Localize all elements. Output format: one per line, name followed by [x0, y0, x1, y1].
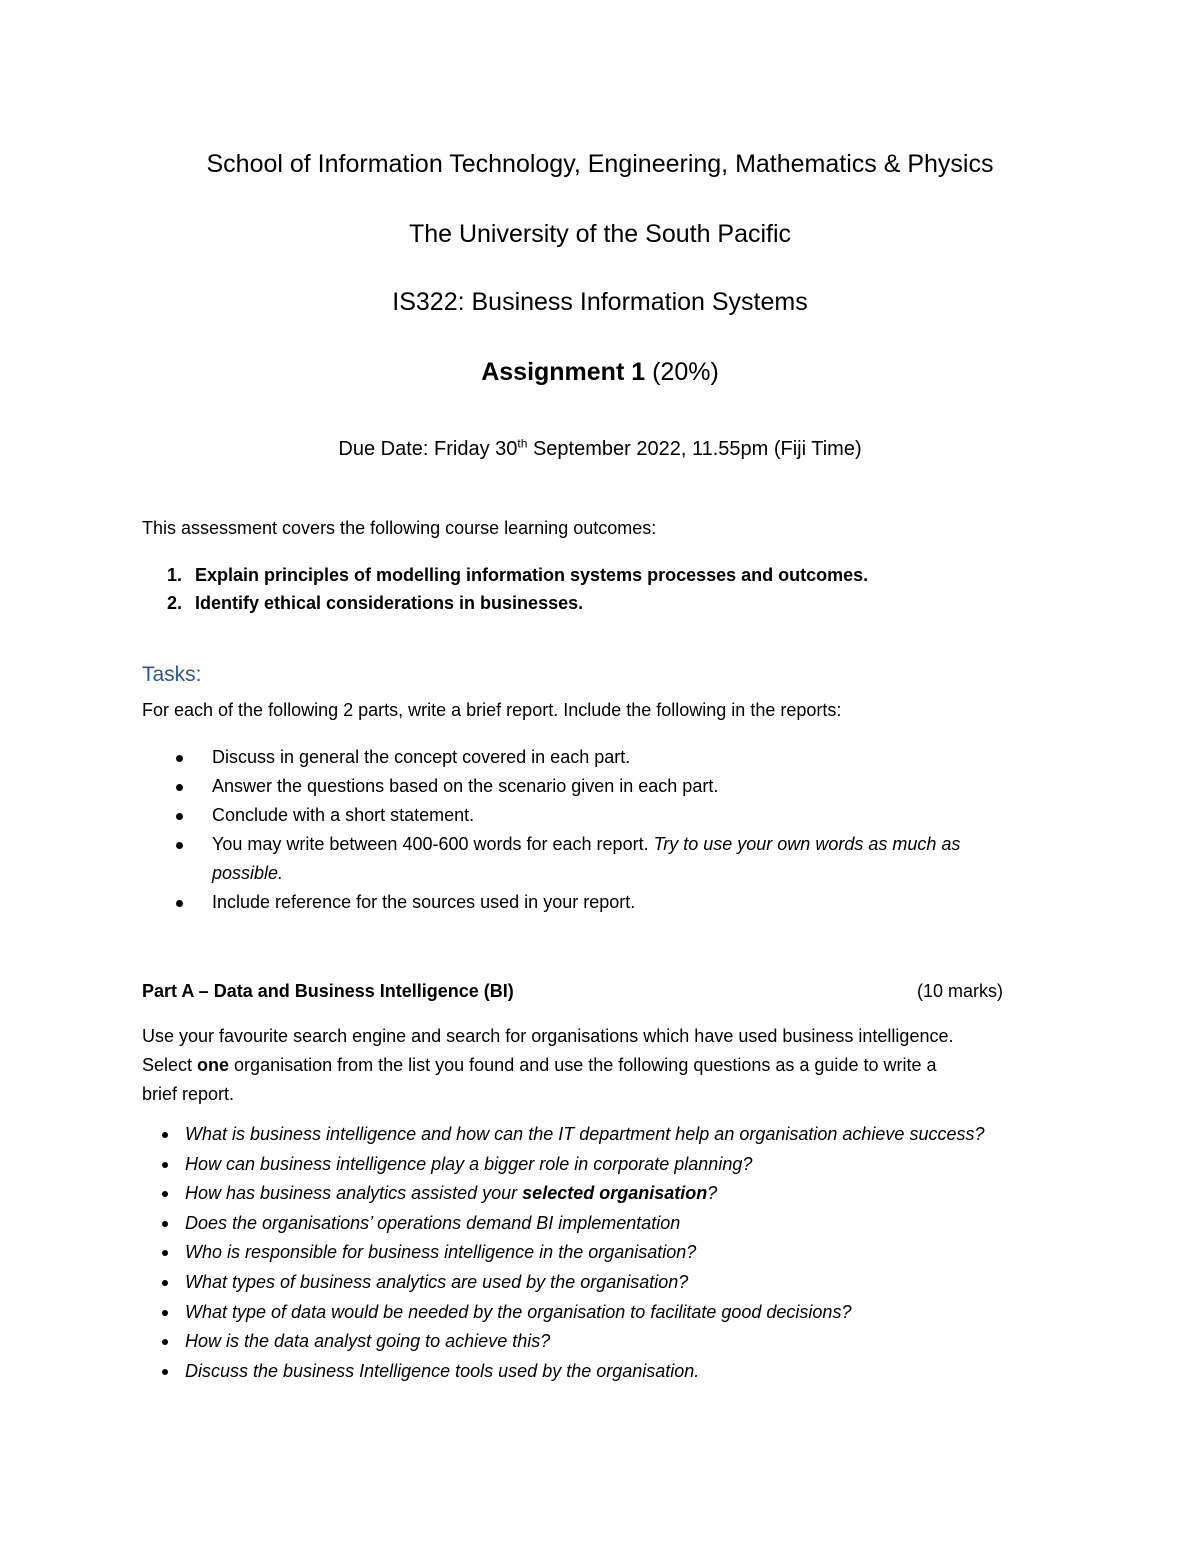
- q3-bold: selected organisation: [522, 1183, 708, 1204]
- assignment-name: Assignment 1: [481, 358, 646, 386]
- task-item: Conclude with a short statement.: [142, 801, 1062, 830]
- tasks-heading: Tasks:: [142, 663, 202, 686]
- question-item: How can business intelligence play a bigger role in corporate planning?: [142, 1150, 1082, 1180]
- school-title: School of Information Technology, Engineering, Mathematics & Physics: [206, 150, 994, 178]
- assignment-title: [0, 358, 1200, 387]
- words-italic-1: Try to use your own words as much as: [653, 834, 961, 854]
- task-item-words: [142, 830, 1062, 888]
- question-item: Who is responsible for business intelligence in the organisation?: [142, 1238, 1082, 1268]
- outcome-item: [142, 589, 1042, 617]
- due-date: [0, 438, 1200, 461]
- part-a-line-3: brief report.: [142, 1084, 235, 1104]
- words-normal: You may write between 400-600 words for each report.: [212, 834, 654, 854]
- outcomes-list: [142, 561, 1042, 617]
- outcomes-intro: This assessment covers the following course learning outcomes:: [142, 518, 657, 538]
- part-a-line-1: Use your favourite search engine and search for organisations which have used business intelligence.: [142, 1026, 954, 1046]
- q3-prefix: How has business analytics assisted your: [185, 1183, 523, 1204]
- question-item: Discuss the business Intelligence tools used by the organisation.: [142, 1357, 1082, 1387]
- task-item: Answer the questions based on the scenario given in each part.: [142, 772, 1062, 801]
- tasks-list: [142, 743, 1062, 917]
- question-item: What type of data would be needed by the organisation to facilitate good decisions?: [142, 1298, 1082, 1328]
- outcome-item: [142, 561, 1042, 589]
- question-item: How is the data analyst going to achieve this?: [142, 1327, 1082, 1357]
- words-italic-2: possible.: [212, 863, 284, 883]
- outcome-number: 1.: [167, 565, 183, 585]
- task-item: Discuss in general the concept covered in each part.: [142, 743, 1062, 772]
- due-date-prefix: Due Date: Friday 30: [338, 438, 518, 460]
- line2-bold: one: [197, 1055, 230, 1075]
- question-item: [142, 1179, 1082, 1209]
- line2-start: Select: [142, 1055, 198, 1075]
- course-title: IS322: Business Information Systems: [392, 288, 808, 316]
- tasks-intro: For each of the following 2 parts, write a brief report. Include the following in the reports:: [142, 700, 842, 720]
- part-a-line-2: [142, 1051, 1062, 1080]
- outcome-text: Explain principles of modelling information systems processes and outcomes.: [195, 565, 869, 585]
- line2-end: organisation from the list you found and use the following questions as a guide to write a: [229, 1055, 937, 1075]
- part-a-questions: [142, 1120, 1082, 1386]
- part-a-instructions: [142, 1022, 1062, 1109]
- outcome-text: Identify ethical considerations in businesses.: [195, 593, 584, 613]
- part-a-title: Part A – Data and Business Intelligence (BI): [142, 981, 514, 1001]
- q3-suffix: ?: [707, 1183, 718, 1204]
- task-item: Include reference for the sources used in your report.: [142, 888, 1062, 917]
- outcome-number: 2.: [167, 593, 183, 613]
- due-date-suffix: September 2022, 11.55pm (Fiji Time): [527, 438, 862, 460]
- question-item: Does the organisations’ operations demand BI implementation: [142, 1209, 1082, 1239]
- question-item: What types of business analytics are used by the organisation?: [142, 1268, 1082, 1298]
- assignment-weight: (20%): [645, 358, 719, 386]
- university-title: The University of the South Pacific: [408, 220, 792, 248]
- part-a-marks: (10 marks): [917, 981, 1004, 1001]
- part-a-heading: [142, 981, 1022, 1009]
- question-item: What is business intelligence and how can the IT department help an organisation achieve success?: [142, 1120, 1082, 1150]
- due-date-sup: th: [517, 436, 528, 451]
